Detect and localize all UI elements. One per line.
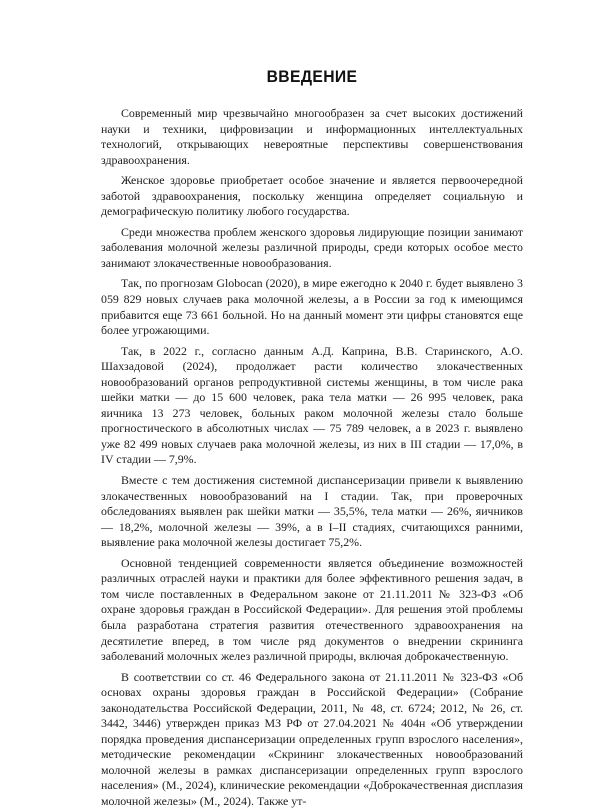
paragraph-article-46: В соответствии со ст. 46 Федерального закона от 21.11.2011 № 323-ФЗ «Об основах охраны здоровья граждан в Российской Федерации» (Собрание законодательства Российской Федерации, 2011, № 48, ст. 6724; 2012, № 26, ст. 3442, 3446) утвержден приказ МЗ РФ от 27.04.2021 № 404н «Об утверждении порядка проведения диспансеризации определенных групп взрослого населения», методические рекомендации «Скрининг злокачественных новообразований молочной железы в рамках диспансеризации определенных групп взрослого населения» (М., 2024), клинические рекомендации «Доброкачественная дисплазия молочной железы» (М., 2024). Также ут- xyxy=(101,669,523,808)
page-title: ВВЕДЕНИЕ xyxy=(266,68,358,86)
paragraph-womens-health: Женское здоровье приобретает особое значение и является первоочередной заботой здравоохранения, поскольку женщина определяет социальную и демографическую политику любого государства. xyxy=(101,173,523,219)
paragraph-2022-statistics: Так, в 2022 г., согласно данным А.Д. Каприна, В.В. Старинского, А.О. Шахзадовой (2024), продолжает расти количество злокачественных новообразований органов репродуктивной системы женщины, в том числе рака шейки матки — до 15 600 человек, рака тела матки — 26 995 человек, рака яичника 13 273 человек, больных раком молочной железы стало больше прогностического в абсолютных числах — 75 789 человек, а в 2023 г. выявлено уже 82 499 новых случаев рака молочной железы, из них в III стадии — 17,0%, в IV стадии — 7,9%. xyxy=(101,343,523,467)
paragraph-breast-diseases: Среди множества проблем женского здоровья лидирующие позиции занимают заболевания молочной железы различной природы, среди которых особое место занимают злокачественные новообразования. xyxy=(101,224,523,270)
paragraph-globocan-forecast: Так, по прогнозам Globocan (2020), в мире ежегодно к 2040 г. будет выявлено 3 059 829 новых случаев рака молочной железы, а в России за год к имеющимся прибавится еще 73 661 больной. Но на данный момент эти цифры становятся еще более угрожающими. xyxy=(101,276,523,338)
paragraph-screening-results: Вместе с тем достижения системной диспансеризации привели к выявлению злокачественных новообразований на I стадии. Так, при проверочных обследованиях выявлен рак шейки матки — 35,5%, тела матки — 26%, яичников — 18,2%, молочной железы — 39%, а в I–II стадиях, считающихся ранними, выявление рака молочной железы достигает 75,2%. xyxy=(101,473,523,550)
paragraph-modern-world: Современный мир чрезвычайно многообразен за счет высоких достижений науки и техники, цифровизации и информационных интеллектуальных технологий, открывающих невероятные перспективы совершенствования здравоохранения. xyxy=(101,106,523,167)
paragraph-federal-law: Основной тенденцией современности является объединение возможностей различных отраслей науки и практики для более эффективного решения задач, в том числе поставленных в Федеральном законе от 21.11.2011 № 323-ФЗ «Об охране здоровья граждан в Российской Федерации». Для решения этой проблемы была разработана стратегия развития отечественного здравоохранения на десятилетие вперед, в том числе ряд документов о внедрении скрининга заболеваний молочных желез различной природы, включая доброкачественную. xyxy=(101,555,523,664)
